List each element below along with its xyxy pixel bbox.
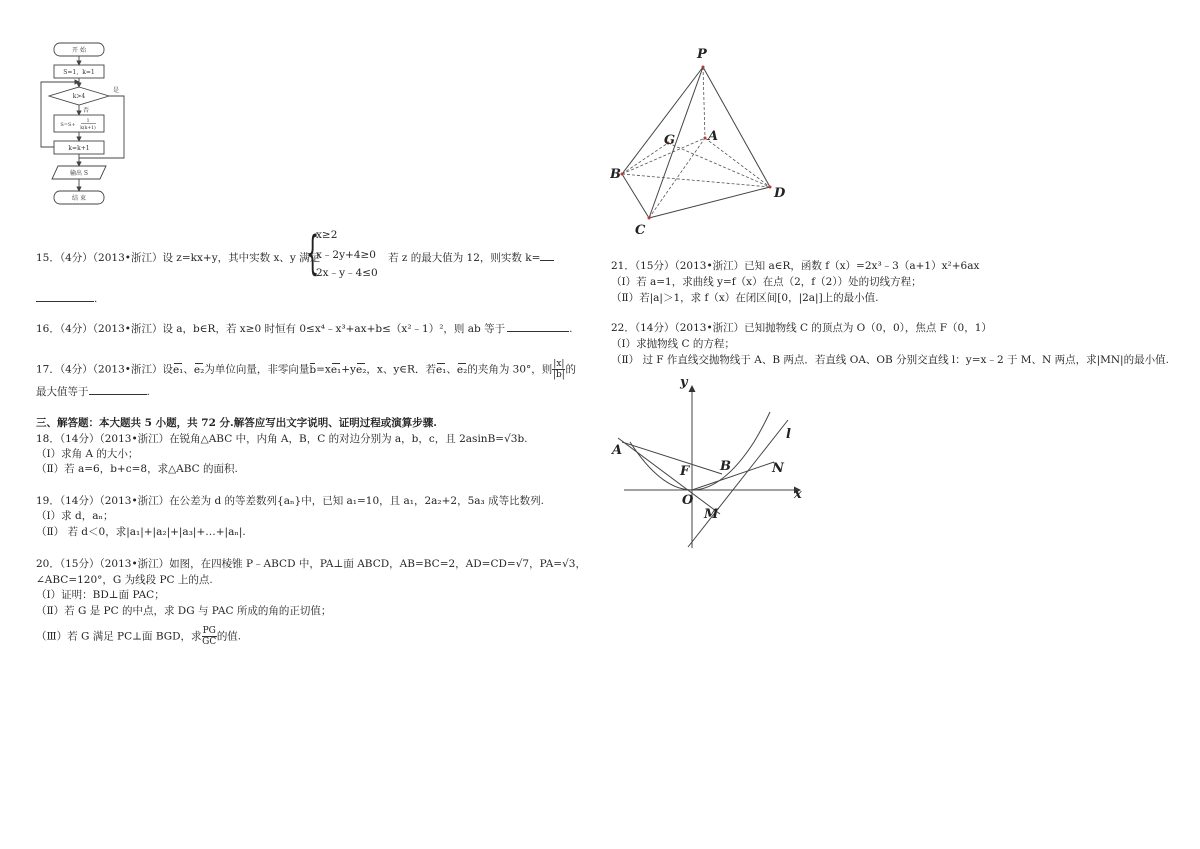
flow-update-s-den: k(k+1)	[80, 126, 96, 131]
line-l	[688, 420, 788, 547]
flow-cond-label: k>4	[72, 93, 86, 100]
parabola-label-o: O	[682, 493, 694, 508]
q16-text: 16．（4分）（2013•浙江）设 a，b∈R，若 x≥0 时恒有 0≤x⁴﹣x³+ax+b≤（x²﹣1）²，则 ab 等于 .	[36, 323, 573, 335]
q15-text-b: 若 z 的最大值为 12，则实数 k=	[388, 251, 554, 265]
flow-start-label: 开 始	[72, 47, 86, 54]
section3-heading: 三、解答题：本大题共 5 小题，共 72 分.解答应写出文字说明、证明过程或演算步骤.	[36, 417, 437, 429]
parabola-label-m: M	[704, 507, 719, 522]
parabola-label-y: y	[680, 375, 688, 390]
flowchart	[36, 40, 146, 210]
q17-ratio-fraction: $\frac{|x|}{|b|}$	[552, 359, 565, 380]
q17-vec-e1: e₁	[172, 363, 184, 376]
q22-line1: 22．（14分）（2013•浙江）已知抛物线 C 的顶点为 O（0，0），焦点 F（0，1）	[611, 322, 992, 334]
pyramid-figure	[610, 40, 800, 240]
flow-update-s-num: 1	[86, 119, 90, 124]
q20-line2: ∠ABC=120°，G 为线段 PC 上的点.	[36, 574, 213, 586]
q20-part3: （Ⅲ）若 G 满足 PC⊥面 BGD，求 $\frac{PG}{GC}$ 的值.	[36, 626, 242, 647]
q15-ineq-3: 2x﹣y﹣4≤0	[316, 267, 378, 279]
q15-brace: {	[306, 226, 320, 280]
q19-part1: （Ⅰ）求 d，aₙ；	[36, 510, 114, 522]
q19-part2: （Ⅱ） 若 d＜0，求|a₁|+|a₂|+|a₃|+…+|aₙ|.	[36, 526, 246, 538]
pyramid-label-a: A	[708, 129, 719, 144]
q22-part1: （Ⅰ）求抛物线 C 的方程；	[611, 338, 735, 350]
q17-vec-b: b	[309, 363, 317, 376]
q17-line1: 17．（4分）（2013•浙江）设e₁、e₂为单位向量，非零向量b=xe₁+ye₂，x、y∈R．若e₁、e₂的夹角为 30°，则 $\frac{|x|}{|b|}$ 的	[36, 359, 576, 380]
pyramid-label-b: B	[610, 167, 621, 182]
q17-line2: 最大值等于 .	[36, 386, 150, 398]
q21-part2: （Ⅱ）若|a|＞1，求 f（x）在闭区间[0，|2a|]上的最小值.	[611, 292, 879, 304]
flow-update-s-label: S=S+	[60, 122, 76, 128]
q19-line1: 19．（14分）（2013•浙江）在公差为 d 的等差数列{aₙ}中，已知 a₁=10，且 a₁，2a₂+2，5a₃ 成等比数列.	[36, 495, 544, 507]
line-on	[692, 462, 774, 490]
q20-part1: （Ⅰ）证明：BD⊥面 PAC；	[36, 589, 165, 601]
flow-update-k-label: k=k+1	[68, 145, 90, 152]
q15-ineq-1: x≥2	[316, 229, 338, 241]
q17-vec-e2: e₂	[193, 363, 205, 376]
flow-end-label: 结 束	[72, 195, 86, 202]
line-af-b	[622, 442, 722, 474]
q21-part1: （Ⅰ）若 a=1，求曲线 y=f（x）在点（2，f（2））处的切线方程；	[611, 276, 922, 288]
flow-init-label: S=1，k=1	[63, 69, 95, 76]
q20-pg-gc-fraction: $\frac{PG}{GC}$	[202, 626, 217, 647]
q15-text-a: 15．（4分）（2013•浙江）设 z=kx+y，其中实数 x、y 满足	[36, 252, 321, 264]
q18-line1: 18．（14分）（2013•浙江）在锐角△ABC 中，内角 A，B，C 的对边分别为 a，b，c，且 2asinB=√3b.	[36, 433, 528, 445]
parabola-label-a: A	[612, 443, 623, 458]
parabola-label-x: x	[794, 487, 802, 502]
pyramid-label-g: G	[664, 133, 676, 148]
parabola-label-n: N	[772, 461, 784, 476]
parabola-label-l: l	[786, 427, 791, 442]
flow-yes-label: 是	[112, 87, 120, 94]
flow-output-label: 输出 S	[69, 170, 89, 177]
q21-line1: 21．（15分）（2013•浙江）已知 a∈R，函数 f（x）=2x³﹣3（a+1）x²+6ax	[611, 260, 980, 272]
parabola-label-f: F	[680, 464, 690, 479]
parabola-label-b: B	[720, 459, 731, 474]
pyramid-label-c: C	[635, 223, 646, 238]
q15-inequality-system	[306, 226, 386, 281]
q20-line1: 20．（15分）（2013•浙江）如图，在四棱锥 P﹣ABCD 中，PA⊥面 ABCD，AB=BC=2，AD=CD=√7，PA=√3，	[36, 558, 586, 570]
q18-part2: （Ⅱ）若 a=6，b+c=8，求△ABC 的面积.	[36, 463, 238, 475]
q20-part2: （Ⅱ）若 G 是 PC 的中点，求 DG 与 PAC 所成的角的正切值；	[36, 605, 332, 617]
q18-part1: （Ⅰ）求角 A 的大小；	[36, 448, 139, 460]
parabola-figure	[608, 372, 808, 552]
pyramid-label-p: P	[697, 47, 707, 62]
line-oa	[618, 438, 720, 514]
q15-ineq-2: x﹣2y+4≥0	[316, 249, 376, 261]
q15-answer-line: .	[36, 292, 97, 306]
q22-part2: （Ⅱ） 过 F 作直线交抛物线于 A、B 两点．若直线 OA、OB 分别交直线 l：y=x﹣2 于 M、N 两点，求|MN|的最小值.	[611, 354, 1169, 366]
flow-no-label: 否	[82, 107, 90, 114]
pyramid-label-d: D	[774, 186, 786, 201]
